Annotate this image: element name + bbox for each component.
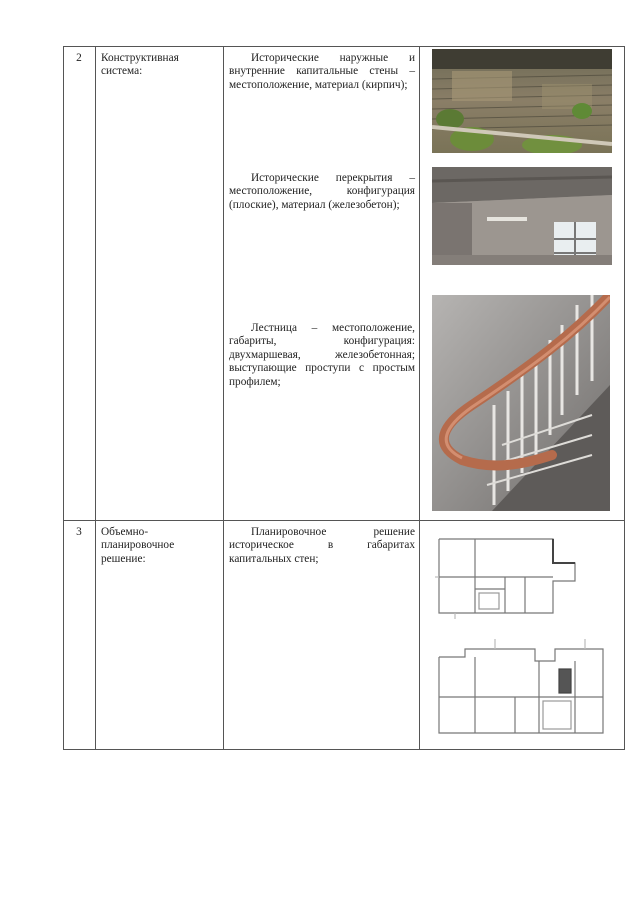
table-border-right bbox=[624, 46, 625, 750]
table-border-top bbox=[63, 46, 625, 47]
table-border-left bbox=[63, 46, 64, 750]
feature-text-layout: Планировочное решение историческое в габаритах капитальных стен; bbox=[229, 526, 415, 565]
column-divider-2 bbox=[223, 46, 224, 750]
feature-text-walls: Исторические наружные и внутренние капитальные стены – местоположение, материал (кирпич); bbox=[229, 52, 415, 91]
row-title: Объемно-планировочное решение: bbox=[101, 526, 175, 565]
staircase-photo bbox=[432, 295, 610, 511]
column-divider-3 bbox=[419, 46, 420, 750]
features-table bbox=[63, 46, 625, 750]
column-divider-1 bbox=[95, 46, 96, 750]
ceiling-interior-photo bbox=[432, 167, 612, 265]
feature-text-floors: Исторические перекрытия – местоположение, конфигурация (плоские), материал (железобетон); bbox=[229, 172, 415, 211]
floor-plan-lower bbox=[435, 639, 615, 739]
brick-wall-photo bbox=[432, 49, 612, 153]
feature-text-stairs: Лестница – местоположение, габариты, конфигурация: двухмаршевая, железобетонная; выступающие проступи с простым профилем; bbox=[229, 322, 415, 388]
floor-plan-upper bbox=[435, 533, 615, 619]
row-title: Конструктивная система: bbox=[101, 52, 179, 78]
row-number: 3 bbox=[76, 526, 82, 538]
row-divider bbox=[63, 520, 625, 521]
table-border-bottom bbox=[63, 749, 625, 750]
row-number: 2 bbox=[76, 52, 82, 64]
